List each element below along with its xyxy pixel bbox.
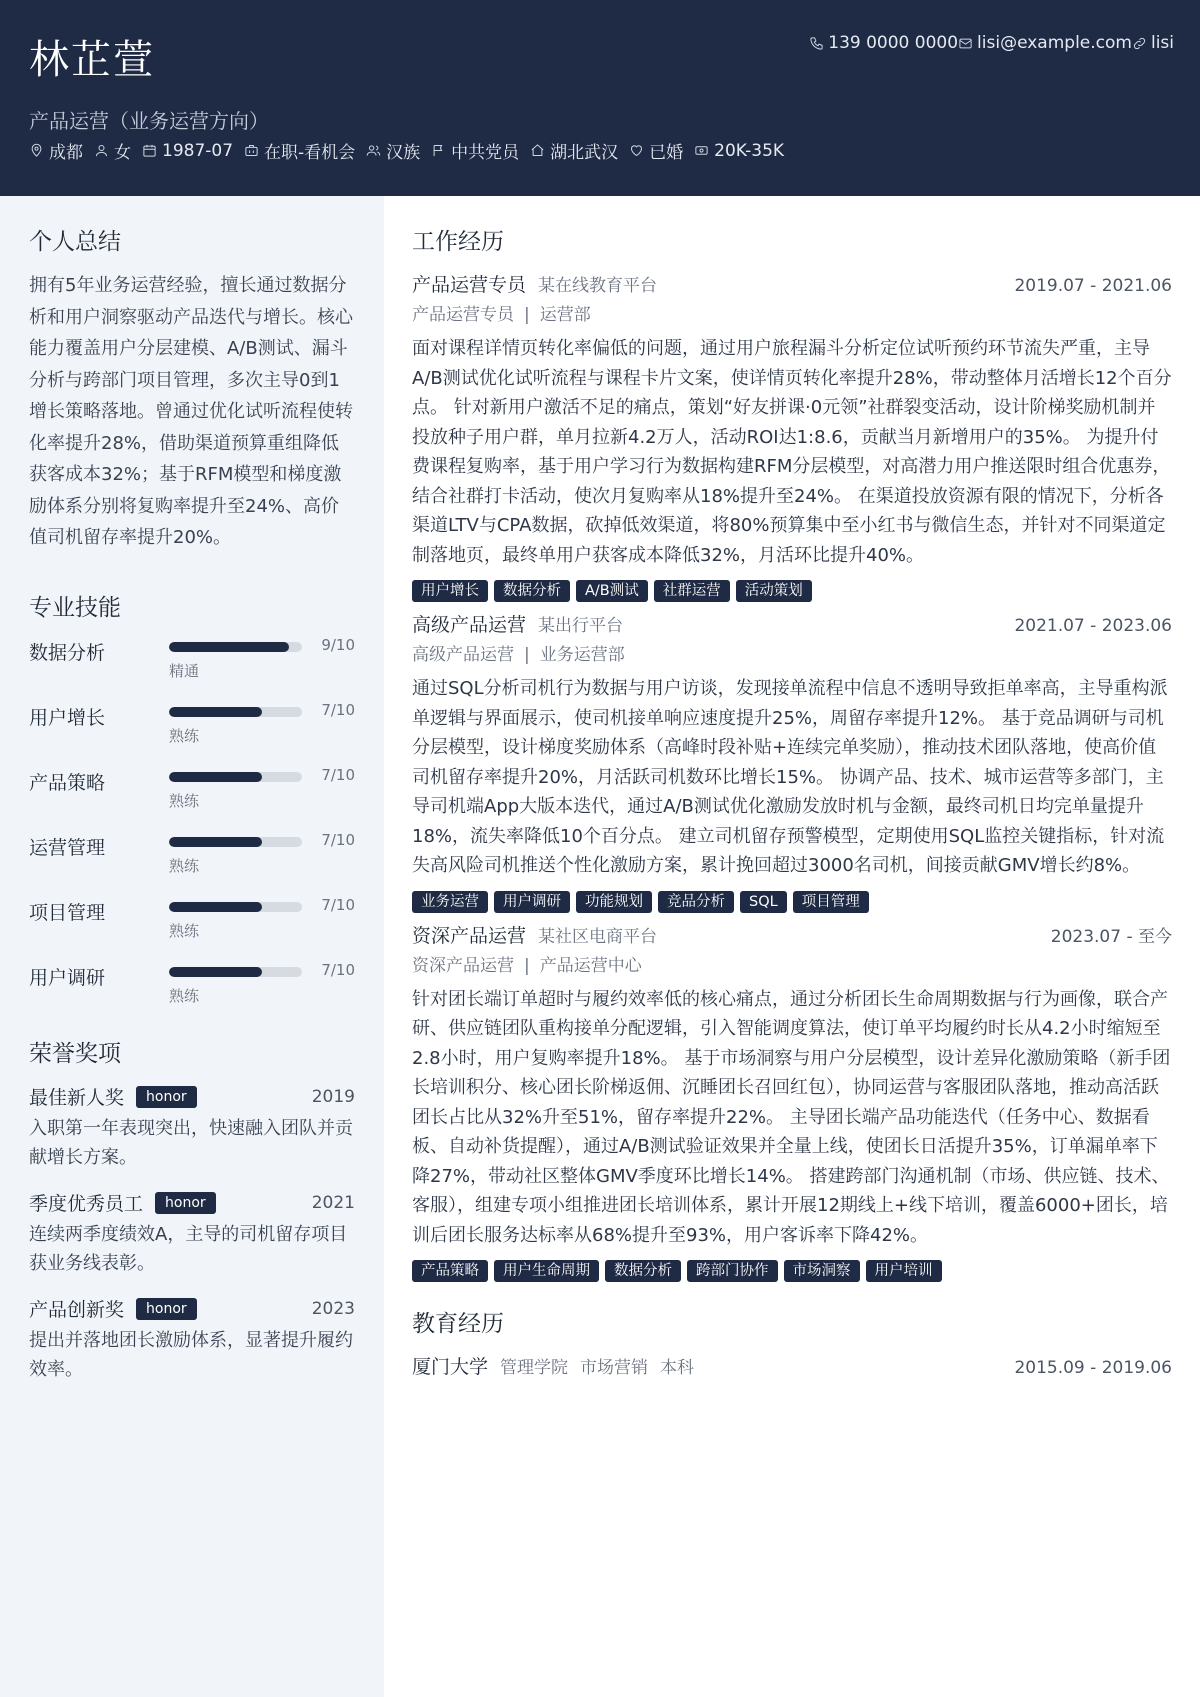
skill-level: 熟练: [169, 921, 200, 940]
job-department: 产品运营中心: [539, 955, 642, 976]
skill-tag: 项目管理: [793, 891, 869, 913]
education-entry: [412, 1352, 1172, 1382]
job-separator: |: [524, 645, 530, 665]
honor-name: 产品创新奖: [29, 1299, 125, 1321]
skill-bar-fill: [169, 772, 262, 782]
info-text: 20K-35K: [714, 140, 785, 161]
job-department: 运营部: [539, 305, 591, 325]
job-company: 某出行平台: [538, 616, 624, 636]
honor-header: [29, 1188, 355, 1218]
skill-tag: 用户生命周期: [494, 1260, 599, 1282]
job-title: 资深产品运营: [412, 924, 527, 947]
skill-tag: 竞品分析: [658, 891, 734, 913]
honor-description: 连续两季度绩效A，主导的司机留存项目获业务线表彰。: [29, 1223, 348, 1274]
skill-tag: 用户调研: [494, 891, 570, 913]
skill-name: 用户增长: [29, 706, 106, 729]
main-content: [384, 196, 1200, 1697]
skill-tag: 数据分析: [605, 1260, 681, 1282]
skill-level: 熟练: [169, 986, 200, 1005]
skill-name: 项目管理: [29, 901, 106, 924]
resume-header: [0, 0, 1200, 196]
education-college: 管理学院: [500, 1358, 569, 1378]
skill-name: 产品策略: [29, 771, 106, 794]
email-item[interactable]: [958, 33, 1132, 53]
skill-level: 熟练: [169, 791, 200, 810]
skill-tag: 用户增长: [412, 580, 488, 602]
skill-item: [29, 701, 355, 766]
job-date: 2019.07 - 2021.06: [1014, 276, 1172, 296]
summary-title: 个人总结: [29, 229, 121, 255]
job-tags: [412, 580, 1172, 602]
summary-text: 拥有5年业务运营经验，擅长通过数据分析和用户洞察驱动产品迭代与增长。核心能力覆盖用户分层建模、A/B测试、漏斗分析与跨部门项目管理，多次主导0到1增长策略落地。曾通过优化试听流程使转化率提升28%，借助渠道预算重组降低获客成本32%；基于RFM模型和梯度激励体系分别将复购率提升至24%、高价值司机留存率提升20%。: [29, 275, 353, 548]
info-text: 1987-07: [162, 140, 234, 161]
honor-year: 2019: [311, 1086, 355, 1107]
skill-bar: [169, 902, 302, 912]
skill-name: 数据分析: [29, 641, 106, 664]
email-address: lisi@example.com: [977, 33, 1132, 53]
phone-icon: [809, 36, 824, 51]
mail-icon: [958, 36, 973, 51]
phone-number: 139 0000 0000: [828, 33, 959, 53]
honor-name: 季度优秀员工: [29, 1193, 144, 1215]
honor-description: 入职第一年表现突出，快速融入团队并贡献增长方案。: [29, 1117, 353, 1168]
info-text: 汉族: [386, 143, 421, 163]
education-school: 厦门大学: [412, 1356, 489, 1378]
skill-score: 7/10: [321, 700, 355, 719]
info-political: [431, 138, 519, 163]
job-company: 某社区电商平台: [538, 926, 658, 947]
honor-badge: honor: [136, 1298, 197, 1320]
job-description: 面对课程详情页转化率偏低的问题，通过用户旅程漏斗分析定位试听预约环节流失严重，主导A/B测试优化试听流程与课程卡片文案，使详情页转化率提升28%，带动整体月活增长12个百分点。 针对新用户激活不足的痛点，策划“好友拼课·0元领”社群裂变活动，设计阶梯奖励机制并投放种子用户群，单月拉新4.2万人，活动ROI达1:8.6，贡献当月新增用户的35%。 为提升付费课程复购率，基于用户学习行为数据构建RFM分层模型，对高潜力用户推送限时组合优惠券，结合社群打卡活动，使次月复购率从18%提升至24%。 在渠道投放资源有限的情况下，分析各渠道LTV与CPA数据，砍掉低效渠道，将80%预算集中至小红书与微信生态，并针对不同渠道定制落地页，最终单用户获客成本降低32%，月活环比提升40%。: [412, 338, 1172, 566]
candidate-name: 林芷萱: [29, 37, 155, 83]
job-description: 通过SQL分析司机行为数据与用户访谈，发现接单流程中信息不透明导致拒单率高，主导重构派单逻辑与界面展示，使司机接单响应速度提升25%，周留存率提升12%。 基于竞品调研与司机分层模型，设计梯度奖励体系（高峰时段补贴+连续完单奖励），推动技术团队落地，使高价值司机留存率提升20%，月活跃司机数环比增长15%。 协调产品、技术、城市运营等多部门，主导司机端App大版本迭代，通过A/B测试优化激励发放时机与金额，最终司机日均完单量提升18%，流失率降低10个百分点。 建立司机留存预警模型，定期使用SQL监控关键指标，针对流失高风险司机推送个性化激励方案，累计挽回超过3000名司机，间接贡献GMV增长约8%。: [412, 678, 1168, 876]
education-title: 教育经历: [412, 1311, 504, 1337]
job-title: 高级产品运营: [412, 614, 527, 636]
briefcase-icon: [244, 143, 259, 158]
job-separator: |: [524, 305, 530, 325]
education-major: 市场营销: [580, 1358, 649, 1378]
skill-level: 熟练: [169, 726, 200, 745]
skill-tag: 社群运营: [654, 580, 730, 602]
skill-bar: [169, 837, 302, 847]
job-role: 产品运营专员: [412, 305, 514, 325]
job-date: 2021.07 - 2023.06: [1014, 616, 1172, 636]
skill-bar: [169, 772, 302, 782]
job-date: 2023.07 - 至今: [1050, 926, 1172, 947]
skill-name: 用户调研: [29, 966, 106, 989]
info-status: [244, 138, 355, 163]
honors-list: [29, 1082, 355, 1384]
skill-tag: SQL: [740, 891, 787, 913]
contact-info: [809, 33, 1174, 53]
honor-item: [29, 1188, 355, 1278]
honor-year: 2023: [311, 1298, 355, 1319]
education-degree: 本科: [660, 1358, 695, 1378]
honor-badge: honor: [155, 1192, 216, 1214]
job-subtitle: [412, 640, 1172, 670]
job-intention: 产品运营（业务运营方向）: [29, 109, 269, 133]
info-birth: [142, 141, 233, 161]
job-header: [412, 270, 1172, 300]
heart-icon: [629, 143, 644, 158]
education-date: 2015.09 - 2019.06: [1014, 1358, 1172, 1378]
skill-score: 7/10: [321, 830, 355, 849]
skill-bar-fill: [169, 642, 289, 652]
phone-item[interactable]: [809, 33, 958, 53]
jobs-list: [412, 270, 1172, 1282]
honor-name: 最佳新人奖: [29, 1087, 125, 1109]
skill-bar-fill: [169, 967, 262, 977]
honor-badge: honor: [136, 1086, 197, 1108]
honor-year: 2021: [311, 1192, 355, 1213]
job-tags: [412, 1260, 1172, 1282]
job-entry: [412, 610, 1172, 913]
link-item[interactable]: [1132, 33, 1174, 53]
job-header: [412, 610, 1172, 640]
skill-item: [29, 896, 355, 961]
info-salary: [694, 141, 784, 161]
info-text: 已婚: [649, 143, 684, 163]
info-ethnicity: [366, 138, 420, 163]
skill-item: [29, 636, 355, 701]
job-header: [412, 921, 1172, 951]
resume-body: [0, 196, 1200, 1697]
skill-tag: 功能规划: [576, 891, 652, 913]
honor-header: [29, 1294, 355, 1324]
skill-bar-fill: [169, 902, 262, 912]
skill-tag: 市场洞察: [784, 1260, 860, 1282]
info-location: [29, 138, 83, 163]
honor-item: [29, 1294, 355, 1384]
info-gender: [94, 138, 131, 163]
job-description: 针对团长端订单超时与履约效率低的核心痛点，通过分析团长生命周期数据与行为画像，联合产研、供应链团队重构接单分配逻辑，引入智能调度算法，使订单平均履约时长从4.2小时缩短至2.8小时，用户复购率提升18%。 基于市场洞察与用户分层模型，设计差异化激励策略（新手团长培训积分、核心团长阶梯返佣、沉睡团长召回红包），协同运营与客服团队落地，推动高活跃团长占比从32%升至51%，留存率提升22%。 主导团长端产品功能迭代（任务中心、数据看板、自动补货提醒），通过A/B测试验证效果并全量上线，使团长日活提升35%，订单漏单率下降27%，带动社区整体GMV季度环比增长14%。 搭建跨部门沟通机制（市场、供应链、技术、客服），组建专项小组推进团长培训体系，累计开展12期线上+线下培训，覆盖6000+团长，培训后团长服务达标率从68%提升至93%，用户客诉率下降42%。: [412, 988, 1171, 1246]
skills-title: 专业技能: [29, 594, 121, 621]
job-role: 高级产品运营: [412, 645, 514, 665]
job-entry: [412, 921, 1172, 1283]
skill-tag: 业务运营: [412, 891, 488, 913]
skill-score: 7/10: [321, 960, 355, 979]
info-hometown: [530, 138, 618, 163]
skill-item: [29, 961, 355, 1026]
location-icon: [29, 143, 44, 158]
honor-header: [29, 1082, 355, 1112]
person-icon: [94, 143, 109, 158]
skill-level: 精通: [169, 661, 200, 680]
skill-item: [29, 831, 355, 896]
skill-name: 运营管理: [29, 836, 106, 859]
skill-score: 7/10: [321, 765, 355, 784]
skill-tag: 产品策略: [412, 1260, 488, 1282]
skill-bar-fill: [169, 707, 262, 717]
skill-bar: [169, 967, 302, 977]
skill-tag: 活动策划: [736, 580, 812, 602]
people-icon: [366, 143, 381, 158]
skill-score: 9/10: [321, 635, 355, 654]
job-entry: [412, 270, 1172, 602]
link-icon: [1132, 36, 1147, 51]
skill-tag: A/B测试: [576, 580, 648, 602]
info-text: 成都: [49, 143, 83, 163]
skill-tag: 用户培训: [866, 1260, 942, 1282]
skill-level: 熟练: [169, 856, 200, 875]
job-separator: |: [524, 955, 530, 976]
job-role: 资深产品运营: [412, 955, 514, 976]
home-icon: [530, 143, 545, 158]
skill-tag: 跨部门协作: [687, 1260, 778, 1282]
skill-item: [29, 766, 355, 831]
money-icon: [694, 143, 709, 158]
skill-bar: [169, 642, 302, 652]
work-title: 工作经历: [412, 229, 504, 255]
skill-score: 7/10: [321, 895, 355, 914]
personal-info-row: [29, 138, 795, 163]
calendar-icon: [142, 143, 157, 158]
link-text: lisi: [1150, 33, 1174, 53]
info-text: 在职-看机会: [264, 143, 356, 163]
honor-item: [29, 1082, 355, 1172]
job-subtitle: [412, 951, 1172, 981]
skill-bar-fill: [169, 837, 262, 847]
honor-description: 提出并落地团长激励体系，显著提升履约效率。: [29, 1329, 353, 1380]
flag-icon: [431, 143, 446, 158]
sidebar: [0, 196, 384, 1697]
job-subtitle: [412, 300, 1172, 330]
honors-section: [29, 1038, 355, 1384]
job-company: 某在线教育平台: [538, 276, 658, 296]
skill-bar: [169, 707, 302, 717]
job-tags: [412, 891, 1172, 913]
info-marital: [629, 138, 683, 163]
skill-tag: 数据分析: [494, 580, 570, 602]
job-title: 产品运营专员: [412, 274, 527, 296]
job-department: 业务运营部: [539, 645, 625, 665]
skills-section: [29, 592, 355, 1026]
honors-title: 荣誉奖项: [29, 1040, 121, 1067]
skills-list: [29, 636, 355, 1026]
info-text: 女: [114, 143, 131, 163]
info-text: 湖北武汉: [550, 143, 619, 163]
info-text: 中共党员: [451, 143, 520, 163]
